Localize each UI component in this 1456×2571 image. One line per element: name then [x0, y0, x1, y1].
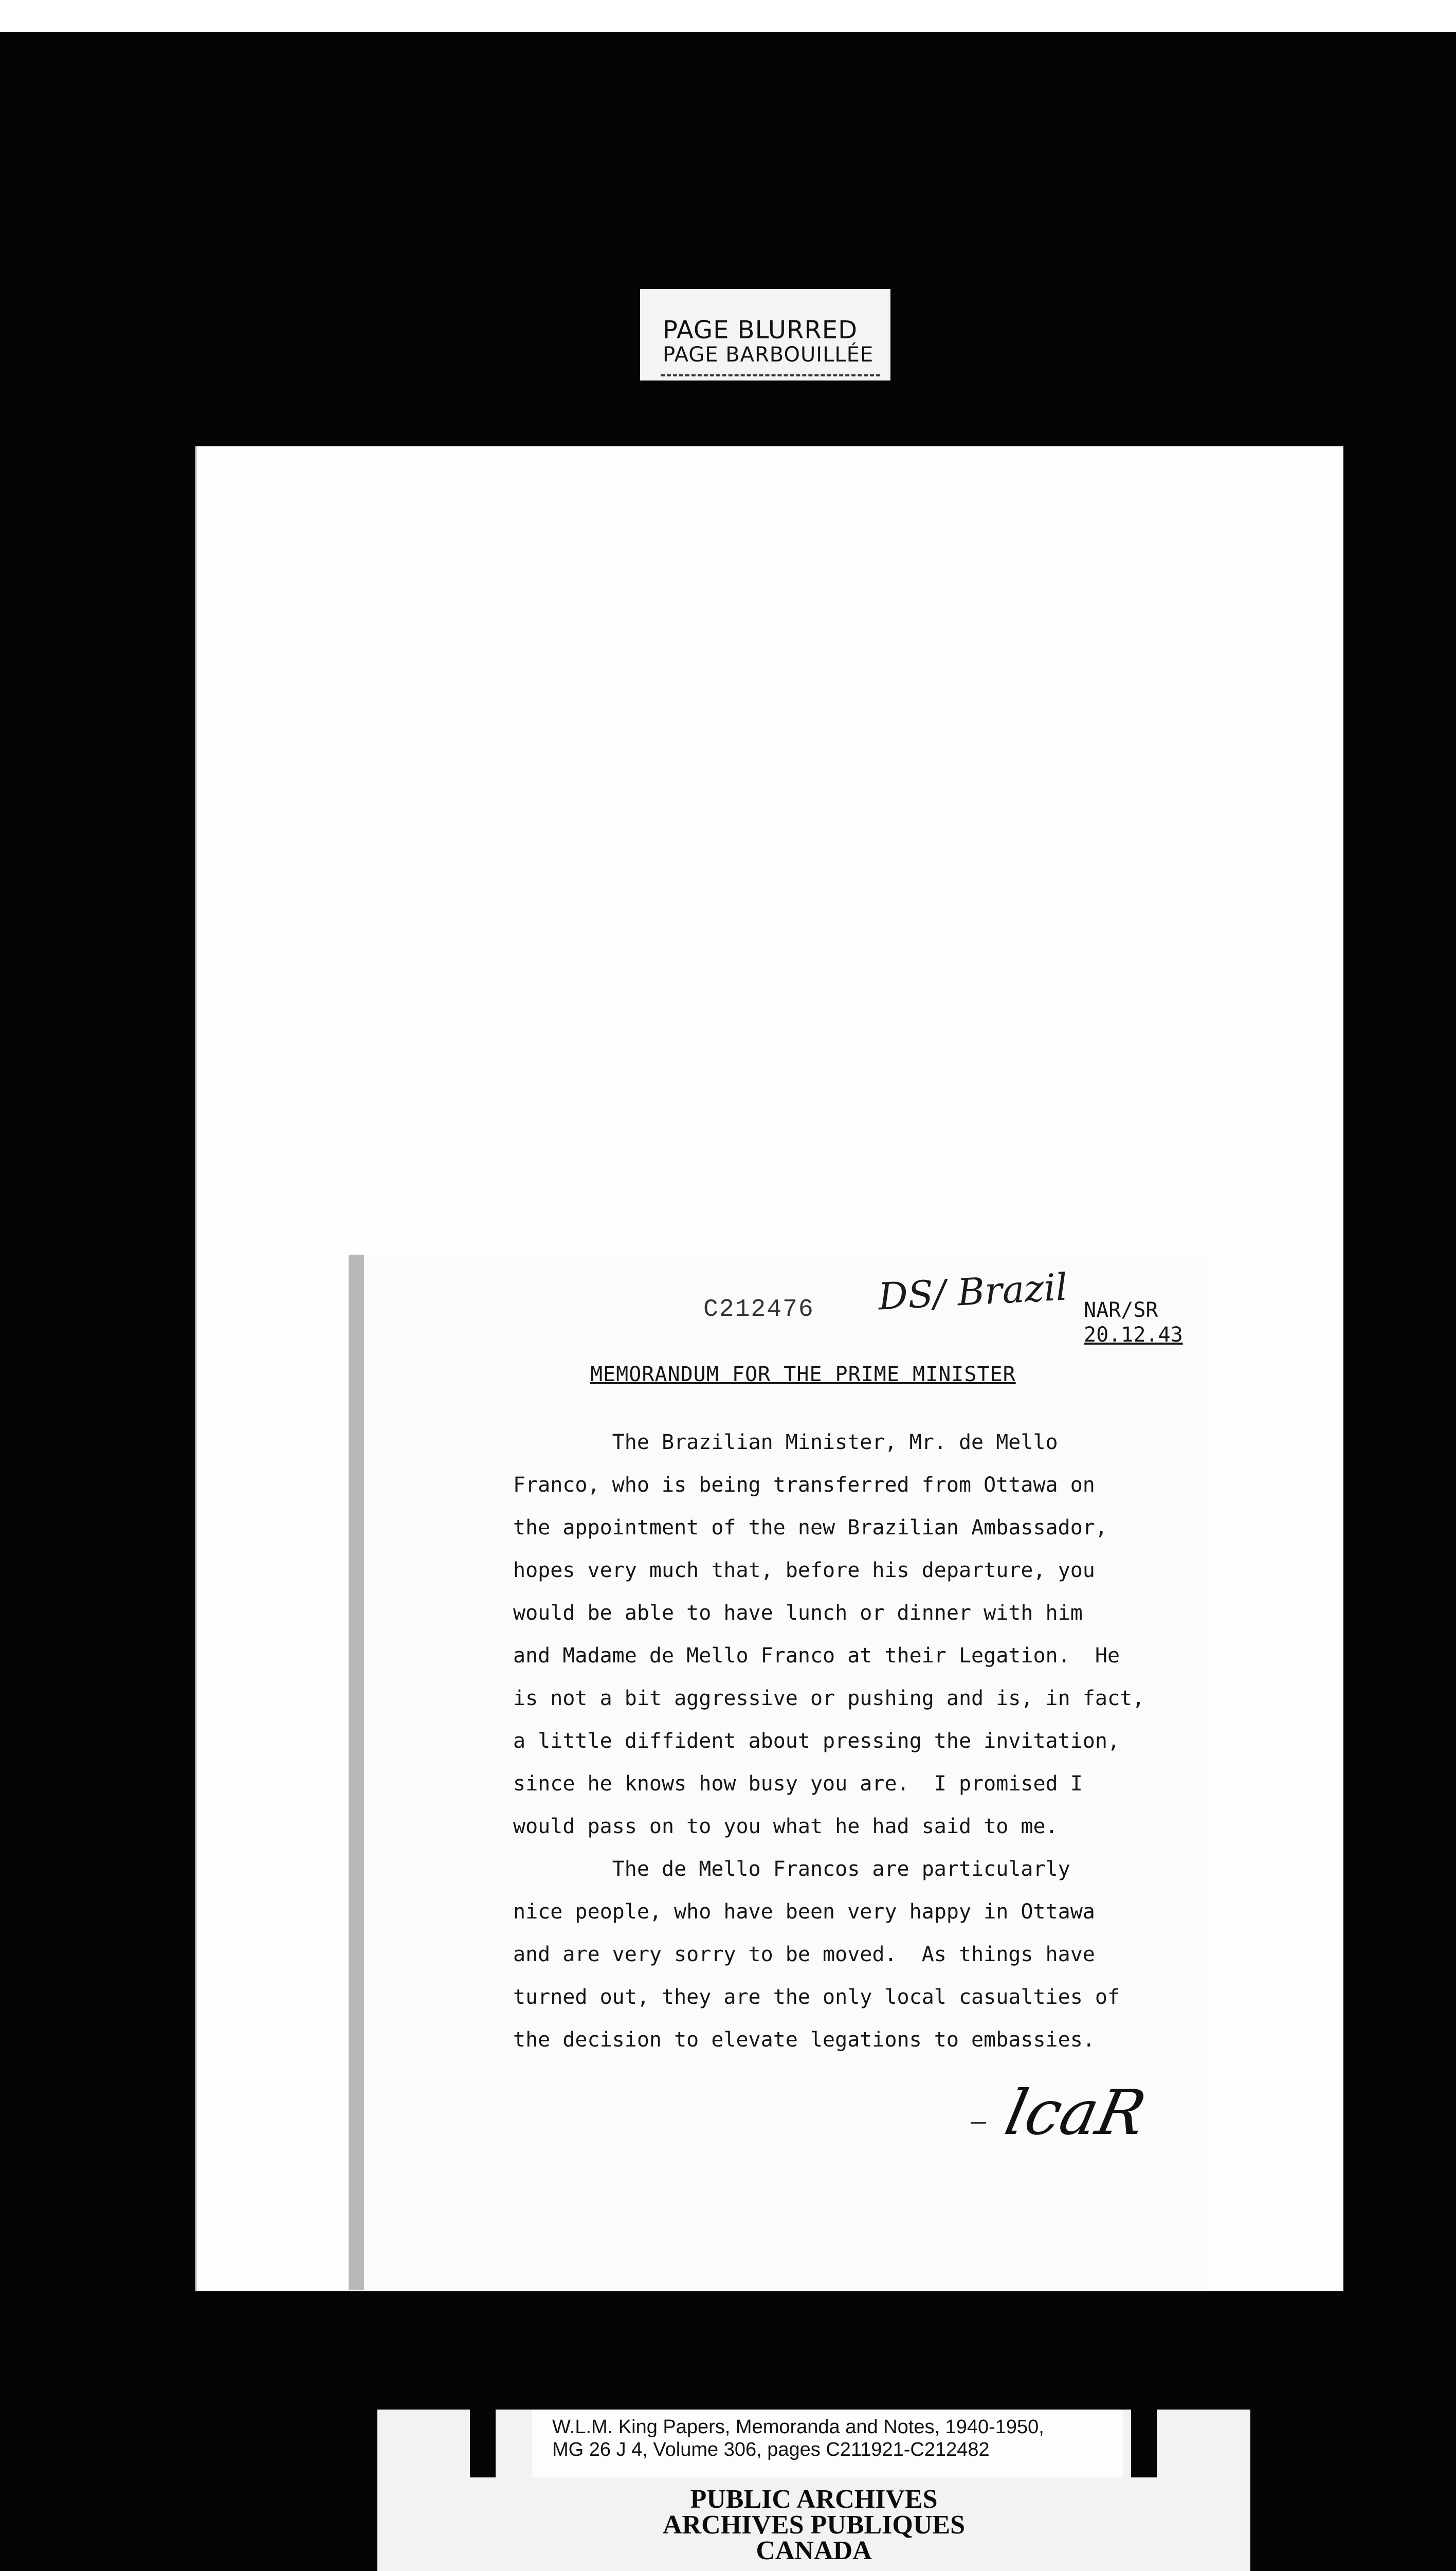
- signature-dash: [971, 2122, 986, 2124]
- memo-line: and are very sorry to be moved. As things have: [513, 1943, 1095, 1966]
- citation-line: W.L.M. King Papers, Memoranda and Notes, 1940-1950,: [552, 2416, 1044, 2438]
- memo-line: The Brazilian Minister, Mr. de Mello: [513, 1431, 1058, 1454]
- citation-line: MG 26 J 4, Volume 306, pages C211921-C212482: [552, 2439, 990, 2460]
- archives-line: ARCHIVES PUBLIQUES: [662, 2510, 966, 2540]
- memo-line: is not a bit aggressive or pushing and is, in fact,: [513, 1687, 1145, 1710]
- handwritten-note: DS/ Brazil: [877, 1265, 1069, 1318]
- memo-line: and Madame de Mello Franco at their Legation. He: [513, 1644, 1120, 1668]
- memo-line: nice people, who have been very happy in Ottawa: [513, 1900, 1095, 1924]
- handwritten-signature: lcaR: [999, 2077, 1152, 2149]
- archives-stamp: [377, 2487, 1250, 2564]
- footer-tab-left: [470, 2410, 496, 2477]
- memorandum-page: [349, 1255, 1208, 2290]
- archives-line: PUBLIC ARCHIVES: [690, 2485, 938, 2514]
- memo-line: the decision to elevate legations to embassies.: [513, 2028, 1095, 2052]
- memo-line: would be able to have lunch or dinner with him: [513, 1601, 1083, 1625]
- reference-block: [1084, 1298, 1183, 1347]
- memo-body: [513, 1421, 1212, 2061]
- memo-line: since he knows how busy you are. I promised I: [513, 1772, 1083, 1796]
- page-blurred-label: [640, 289, 890, 381]
- archive-citation: [532, 2410, 1123, 2477]
- reference-initials: NAR/SR: [1084, 1298, 1158, 1322]
- archive-footer: [377, 2410, 1250, 2571]
- memo-line: hopes very much that, before his departure, you: [513, 1559, 1095, 1582]
- label-perforation: [661, 374, 880, 376]
- memo-title: MEMORANDUM FOR THE PRIME MINISTER: [590, 1363, 1016, 1386]
- memo-line: the appointment of the new Brazilian Ambassador,: [513, 1516, 1107, 1540]
- label-line-french: PAGE BARBOUILLÉE: [663, 343, 874, 367]
- memo-line: The de Mello Francos are particularly: [513, 1857, 1070, 1881]
- memo-date: 20.12.43: [1084, 1323, 1183, 1347]
- memo-line: a little diffident about pressing the invitation,: [513, 1729, 1120, 1753]
- document-stamp-number: C212476: [703, 1296, 814, 1324]
- memo-line: Franco, who is being transferred from Ottawa on: [513, 1473, 1095, 1497]
- label-line-english: PAGE BLURRED: [663, 316, 858, 345]
- memo-line: turned out, they are the only local casualties of: [513, 1985, 1120, 2009]
- memo-line: would pass on to you what he had said to me.: [513, 1815, 1058, 1838]
- footer-tab-right: [1131, 2410, 1157, 2477]
- archives-line: CANADA: [756, 2536, 872, 2565]
